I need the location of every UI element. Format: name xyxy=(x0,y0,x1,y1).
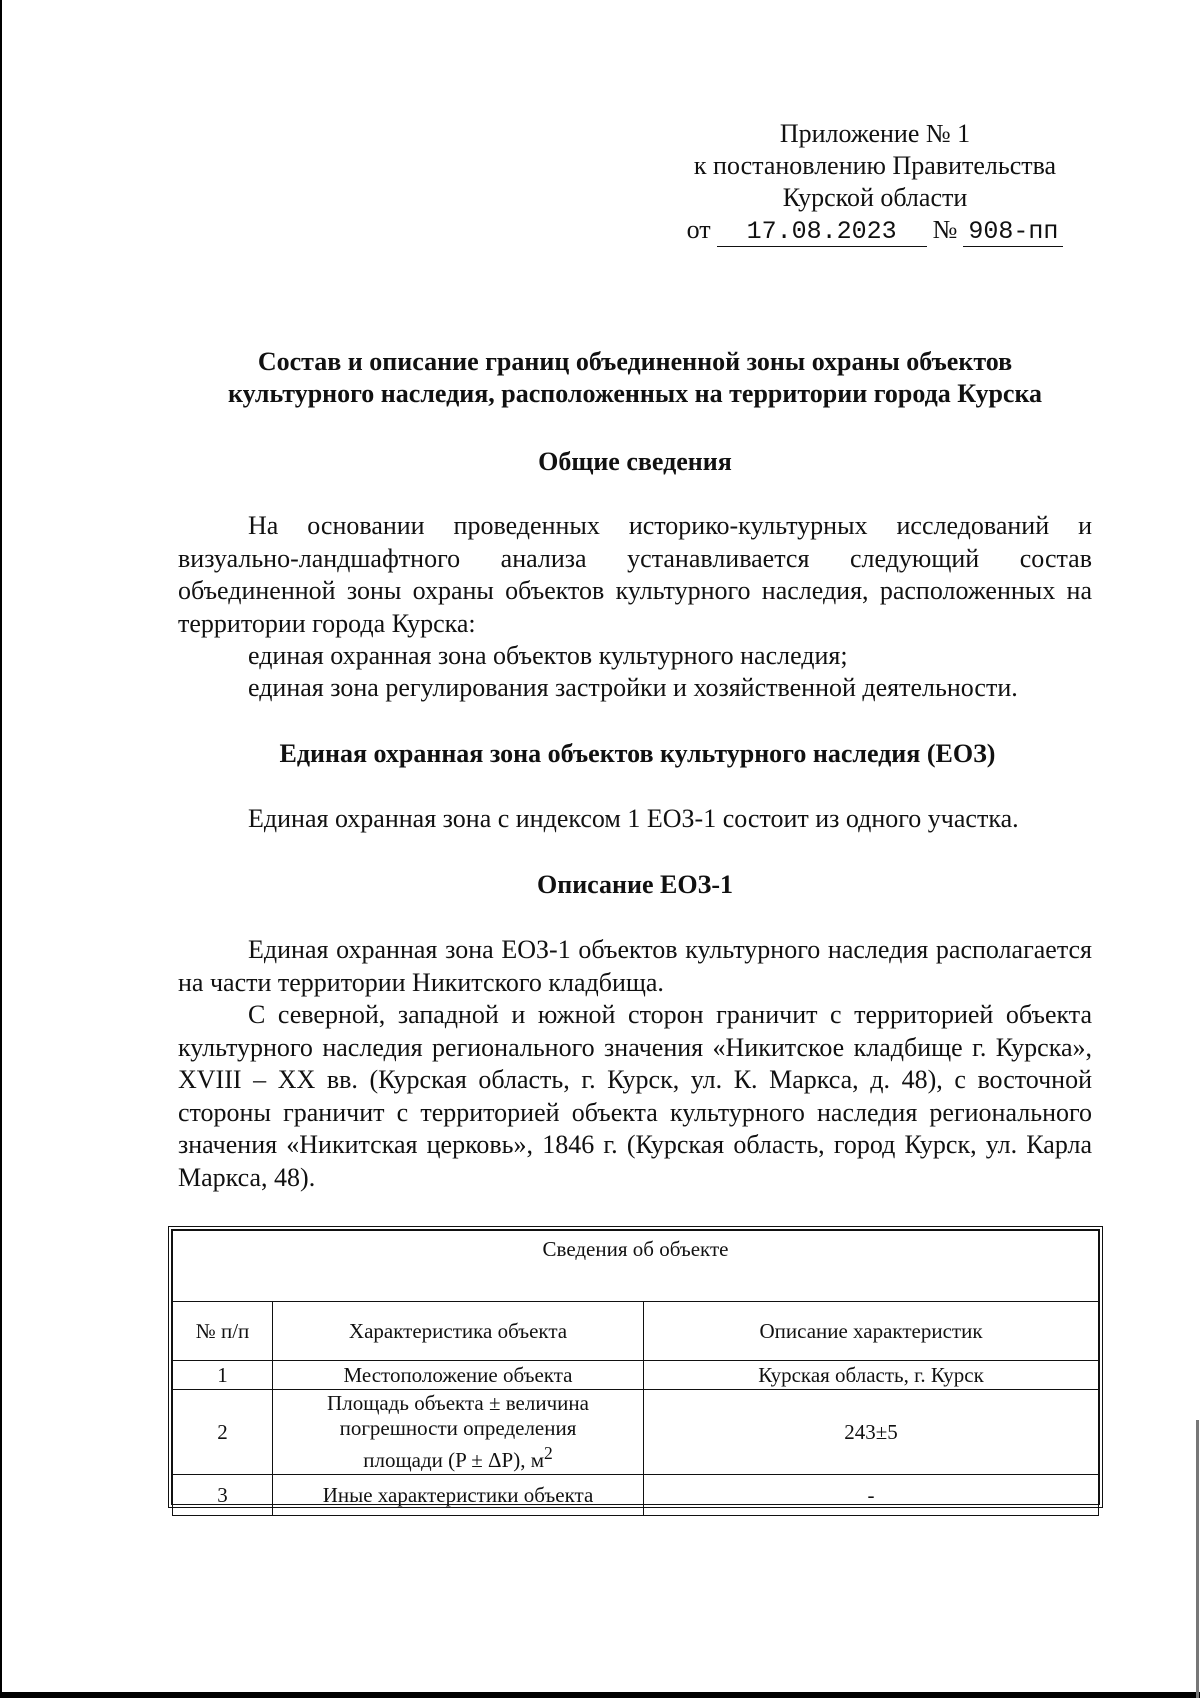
eoz-paragraph: Единая охранная зона с индексом 1 ЕОЗ-1 состоит из одного участка. xyxy=(248,804,1019,833)
row-description: Курская область, г. Курск xyxy=(644,1361,1099,1390)
appendix-region-line: Курской области xyxy=(782,183,968,212)
row-number: 3 xyxy=(173,1475,273,1516)
general-info-paragraph: На основании проведенных историко-культурных исследований и визуально-ландшафтного анализа устанавливается следующий состав объединенной зоны охраны объектов культурного наследия, расположенных на территории города Курска: xyxy=(178,511,1092,638)
row-characteristic-line1: Площадь объекта ± величина xyxy=(327,1391,589,1415)
eoz1-paragraph-2: С северной, западной и южной сторон граничит с территорией объекта культурного наследия регионального значения «Никитское кладбище г. Курска», XVIII – XX вв. (Курская область, г. Курск, ул. К. Маркса, д. 48), с восточной стороны граничит с территорией объекта культурного наследия регионального значения «Никитская церковь», 1846 г. (Курская область, город Курск, ул. Карла Маркса, 48). xyxy=(178,1000,1092,1192)
row-number: 2 xyxy=(173,1390,273,1475)
row-number: 1 xyxy=(173,1361,273,1390)
number-label: № xyxy=(932,215,958,244)
row-characteristic: Местоположение объекта xyxy=(273,1361,644,1390)
scan-left-edge xyxy=(0,0,2,1698)
order-date-number-line xyxy=(660,214,1090,247)
object-info-table xyxy=(168,1226,1103,1508)
from-label: от xyxy=(686,215,711,244)
table-row xyxy=(173,1390,1099,1475)
appendix-number: Приложение № 1 xyxy=(779,119,971,148)
scan-right-edge xyxy=(1196,1420,1199,1698)
row-characteristic: Иные характеристики объекта xyxy=(273,1475,644,1516)
row-description: 243±5 xyxy=(644,1390,1099,1475)
row-characteristic-superscript: 2 xyxy=(544,1443,553,1463)
table-row xyxy=(173,1475,1099,1516)
table-header-characteristic: Характеристика объекта xyxy=(273,1302,644,1361)
table-title: Сведения об объекте xyxy=(173,1231,1099,1302)
document-title xyxy=(160,346,1110,410)
table-row xyxy=(173,1361,1099,1390)
row-description: - xyxy=(644,1475,1099,1516)
general-info-heading: Общие сведения xyxy=(538,447,732,476)
eoz1-heading: Описание ЕОЗ-1 xyxy=(537,870,733,899)
table-header-number: № п/п xyxy=(173,1302,273,1361)
table-header-description: Описание характеристик xyxy=(644,1302,1099,1361)
general-info-item-1: единая охранная зона объектов культурного наследия; xyxy=(248,641,848,670)
document-title-line1: Состав и описание границ объединенной зоны охраны объектов xyxy=(257,347,1013,376)
order-date: 17.08.2023 xyxy=(717,218,927,247)
eoz-heading: Единая охранная зона объектов культурного наследия (ЕОЗ) xyxy=(279,739,996,768)
document-title-line2: культурного наследия, расположенных на территории города Курска xyxy=(227,379,1043,408)
appendix-resolution-line: к постановлению Правительства xyxy=(693,151,1057,180)
appendix-header xyxy=(660,118,1090,247)
eoz1-paragraph-1: Единая охранная зона ЕОЗ-1 объектов культурного наследия располагается на части территории Никитского кладбища. xyxy=(178,935,1092,997)
row-characteristic xyxy=(273,1390,644,1475)
row-characteristic-line3-text: площади (P ± ΔP), м xyxy=(363,1448,545,1472)
general-info-item-2: единая зона регулирования застройки и хозяйственной деятельности. xyxy=(248,673,1018,702)
row-characteristic-line2: погрешности определения xyxy=(339,1416,577,1440)
order-number: 908-пп xyxy=(963,218,1063,247)
scan-bottom-edge xyxy=(0,1692,1200,1698)
row-characteristic-line3 xyxy=(277,1441,639,1473)
